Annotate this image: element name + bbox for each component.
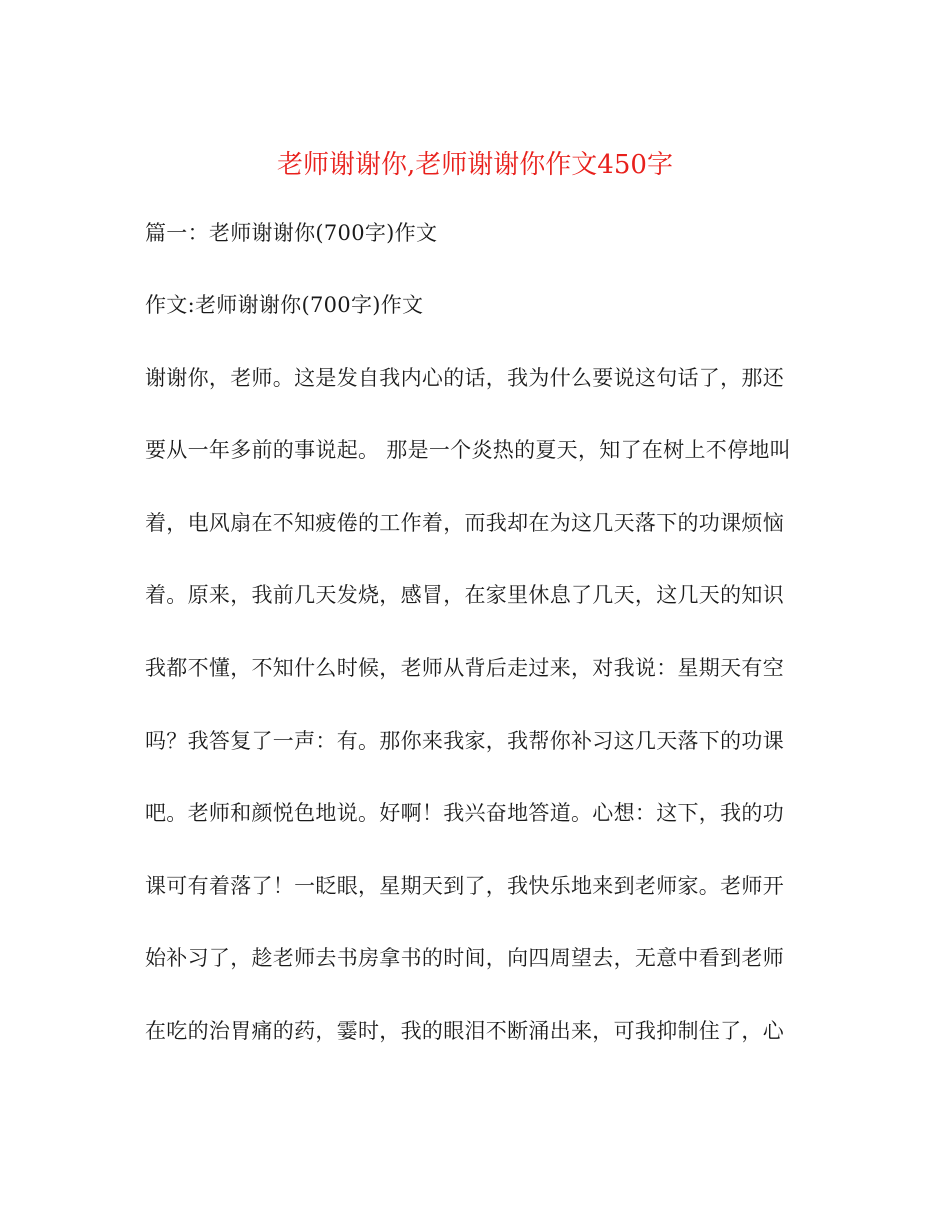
text-line: 课可有着落了！一眨眼，星期天到了，我快乐地来到老师家。老师开 — [145, 874, 784, 898]
text-line: 吗？我答复了一声：有。那你来我家，我帮你补习这几天落下的功课 — [145, 729, 784, 753]
document-title: 老师谢谢你,老师谢谢你作文450字 — [277, 150, 673, 181]
text-line: 我都不懂，不知什么时候，老师从背后走过来，对我说：星期天有空 — [145, 656, 784, 680]
text-line: 作文:老师谢谢你(700字)作文 — [145, 293, 424, 317]
text-line: 始补习了，趁老师去书房拿书的时间，向四周望去，无意中看到老师 — [145, 946, 784, 970]
text-line: 要从一年多前的事说起。 那是一个炎热的夏天，知了在树上不停地叫 — [145, 438, 791, 462]
text-line: 在吃的治胃痛的药，霎时，我的眼泪不断涌出来，可我抑制住了，心 — [145, 1019, 784, 1043]
text-line: 着，电风扇在不知疲倦的工作着，而我却在为这几天落下的功课烦恼 — [145, 511, 784, 535]
text-line: 着。原来，我前几天发烧，感冒，在家里休息了几天，这几天的知识 — [145, 583, 784, 607]
text-line: 吧。老师和颜悦色地说。好啊！我兴奋地答道。心想：这下，我的功 — [145, 801, 784, 825]
text-line: 篇一：老师谢谢你(700字)作文 — [145, 221, 438, 245]
text-line: 谢谢你，老师。这是发自我内心的话，我为什么要说这句话了，那还 — [145, 366, 784, 390]
